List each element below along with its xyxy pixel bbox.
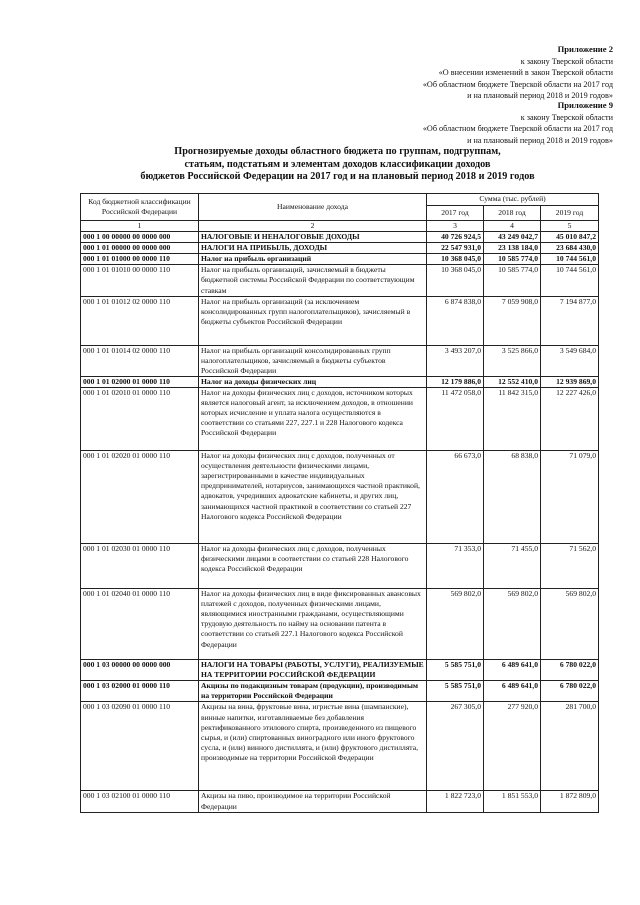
appendix-2-line: «О внесении изменений в закон Тверской области xyxy=(438,68,613,77)
header-year-2019: 2019 год xyxy=(541,206,599,221)
row-value-2019: 10 744 561,0 xyxy=(541,254,599,265)
row-value-2017: 40 726 924,5 xyxy=(427,232,484,243)
row-value-2017: 71 353,0 xyxy=(427,544,484,589)
row-name: Налог на доходы физических лиц с доходов, источником которых является налоговый агент, за исключением доходов, в отношении которых исчисление и уплата налога осуществляются в соответствии со статьями 227, 227.1 и 228 Налогового кодекса Российской Федерации xyxy=(199,388,427,451)
row-value-2017: 3 493 207,0 xyxy=(427,345,484,376)
row-value-2017: 11 472 058,0 xyxy=(427,388,484,451)
row-value-2018: 6 489 641,0 xyxy=(484,681,541,702)
appendix-2-line: «Об областном бюджете Тверской области на 2017 год xyxy=(422,79,613,89)
revenue-table xyxy=(80,193,599,813)
table-row xyxy=(81,451,599,544)
row-value-2017: 569 802,0 xyxy=(427,589,484,660)
row-value-2019: 71 079,0 xyxy=(541,451,599,544)
row-value-2019: 12 939 869,0 xyxy=(541,376,599,387)
appendix-9-line: к закону Тверской области xyxy=(520,112,613,122)
table-row xyxy=(81,376,599,387)
row-value-2017: 267 305,0 xyxy=(427,702,484,791)
row-value-2017: 5 585 751,0 xyxy=(427,660,484,681)
row-name: Акцизы по подакцизным товарам (продукции), производимым на территории Российской Федерации xyxy=(199,681,427,702)
column-number: 4 xyxy=(484,221,541,232)
row-value-2018: 10 585 774,0 xyxy=(484,254,541,265)
table-row xyxy=(81,254,599,265)
row-value-2018: 7 059 908,0 xyxy=(484,296,541,345)
table-row xyxy=(81,345,599,376)
appendix-9-header xyxy=(423,100,613,146)
row-code: 000 1 01 01012 02 0000 110 xyxy=(81,296,199,345)
row-value-2018: 68 838,0 xyxy=(484,451,541,544)
row-name: НАЛОГИ НА ПРИБЫЛЬ, ДОХОДЫ xyxy=(199,243,427,254)
table-row xyxy=(81,265,599,296)
appendix-2-header xyxy=(423,44,613,102)
row-value-2017: 10 368 045,0 xyxy=(427,254,484,265)
row-name: Налог на прибыль организаций, зачисляемый в бюджеты бюджетной системы Российской Федерации по соответствующим ставкам xyxy=(199,265,427,296)
row-value-2017: 12 179 886,0 xyxy=(427,376,484,387)
column-number: 2 xyxy=(199,221,427,232)
row-code: 000 1 01 01010 00 0000 110 xyxy=(81,265,199,296)
row-name: Акцизы на вина, фруктовые вина, игристые вина (шампанские), винные напитки, изготавливаемые без добавления ректификованного этилового спирта, произведенного из пищевого сырья, и (или) спиртованных виноградного или иного фруктового сусла, и (или) винного дистиллята, и (или) фруктового дистиллята, производимые на территории Российской Федерации xyxy=(199,702,427,791)
row-code: 000 1 03 02090 01 0000 110 xyxy=(81,702,199,791)
row-value-2018: 3 525 866,0 xyxy=(484,345,541,376)
row-value-2018: 277 920,0 xyxy=(484,702,541,791)
row-value-2017: 66 673,0 xyxy=(427,451,484,544)
column-number: 3 xyxy=(427,221,484,232)
row-value-2018: 43 249 042,7 xyxy=(484,232,541,243)
title-line: бюджетов Российской Федерации на 2017 год и на плановый период 2018 и 2019 годов xyxy=(140,171,535,183)
header-year-2017: 2017 год xyxy=(427,206,484,221)
table-row xyxy=(81,681,599,702)
table-row xyxy=(81,660,599,681)
row-value-2018: 23 138 184,0 xyxy=(484,243,541,254)
row-value-2018: 569 802,0 xyxy=(484,589,541,660)
table-row xyxy=(81,791,599,812)
appendix-2-title: Приложение 2 xyxy=(557,44,613,54)
row-value-2019: 7 194 877,0 xyxy=(541,296,599,345)
appendix-2-line: и на плановый период 2018 и 2019 годов» xyxy=(467,91,613,100)
row-name: Налог на доходы физических лиц xyxy=(199,376,427,387)
row-value-2017: 22 547 931,0 xyxy=(427,243,484,254)
row-name: Налог на прибыль организаций консолидированных групп налогоплательщиков, зачисляемый в бюджеты субъектов Российской Федерации xyxy=(199,345,427,376)
row-value-2019: 23 684 430,0 xyxy=(541,243,599,254)
row-code: 000 1 01 02000 01 0000 110 xyxy=(81,376,199,387)
header-code: Код бюджетной классификации Российской Федерации xyxy=(81,194,199,221)
row-value-2017: 1 822 723,0 xyxy=(427,791,484,812)
row-value-2018: 1 851 553,0 xyxy=(484,791,541,812)
title-line: Прогнозируемые доходы областного бюджета по группам, подгруппам, xyxy=(174,146,501,157)
document-title xyxy=(100,146,575,184)
row-name: Налог на прибыль организаций xyxy=(199,254,427,265)
row-code: 000 1 00 00000 00 0000 000 xyxy=(81,232,199,243)
row-code: 000 1 03 00000 00 0000 000 xyxy=(81,660,199,681)
table-row xyxy=(81,243,599,254)
row-value-2019: 3 549 684,0 xyxy=(541,345,599,376)
row-value-2019: 6 780 022,0 xyxy=(541,681,599,702)
row-value-2018: 10 585 774,0 xyxy=(484,265,541,296)
row-code: 000 1 03 02100 01 0000 110 xyxy=(81,791,199,812)
table-row xyxy=(81,589,599,660)
table-row xyxy=(81,544,599,589)
table-row xyxy=(81,702,599,791)
table-row xyxy=(81,388,599,451)
row-code: 000 1 01 02030 01 0000 110 xyxy=(81,544,199,589)
row-code: 000 1 01 02040 01 0000 110 xyxy=(81,589,199,660)
title-line: статьям, подстатьям и элементам доходов классификации доходов xyxy=(184,158,491,170)
row-value-2017: 5 585 751,0 xyxy=(427,681,484,702)
row-name: Налог на прибыль организаций (за исключением консолидированных групп налогоплательщиков), зачисляемый в бюджеты субъектов Российской Федерации xyxy=(199,296,427,345)
row-code: 000 1 01 01000 00 0000 110 xyxy=(81,254,199,265)
column-number: 5 xyxy=(541,221,599,232)
row-value-2019: 281 700,0 xyxy=(541,702,599,791)
row-value-2018: 6 489 641,0 xyxy=(484,660,541,681)
row-name: Акцизы на пиво, производимое на территории Российской Федерации xyxy=(199,791,427,812)
row-code: 000 1 01 01014 02 0000 110 xyxy=(81,345,199,376)
header-name: Наименование дохода xyxy=(199,194,427,221)
row-value-2018: 12 552 410,0 xyxy=(484,376,541,387)
row-value-2019: 71 562,0 xyxy=(541,544,599,589)
column-number: 1 xyxy=(81,221,199,232)
row-code: 000 1 01 02010 01 0000 110 xyxy=(81,388,199,451)
row-name: Налог на доходы физических лиц с доходов, полученных от осуществления деятельности физическими лицами, зарегистрированными в качестве индивидуальных предпринимателей, нотариусов, занимающихся частной практикой, адвокатов, учредивших адвокатские кабинеты, и других лиц, занимающихся частной практикой в соответствии со статьей 227 Налогового кодекса Российской Федерации xyxy=(199,451,427,544)
appendix-9-line: и на плановый период 2018 и 2019 годов» xyxy=(467,135,613,145)
table-row xyxy=(81,232,599,243)
row-name: НАЛОГИ НА ТОВАРЫ (РАБОТЫ, УСЛУГИ), РЕАЛИЗУЕМЫЕ НА ТЕРРИТОРИИ РОССИЙСКОЙ ФЕДЕРАЦИИ xyxy=(199,660,427,681)
row-value-2019: 569 802,0 xyxy=(541,589,599,660)
header-year-2018: 2018 год xyxy=(484,206,541,221)
row-value-2019: 6 780 022,0 xyxy=(541,660,599,681)
row-value-2018: 11 842 315,0 xyxy=(484,388,541,451)
row-value-2019: 1 872 809,0 xyxy=(541,791,599,812)
row-name: НАЛОГОВЫЕ И НЕНАЛОГОВЫЕ ДОХОДЫ xyxy=(199,232,427,243)
row-value-2017: 10 368 045,0 xyxy=(427,265,484,296)
row-value-2019: 12 227 426,0 xyxy=(541,388,599,451)
row-value-2019: 45 010 847,2 xyxy=(541,232,599,243)
row-name: Налог на доходы физических лиц с доходов, полученных физическими лицами в соответствии со статьей 228 Налогового кодекса Российской Федерации xyxy=(199,544,427,589)
row-code: 000 1 01 02020 01 0000 110 xyxy=(81,451,199,544)
appendix-9-title: Приложение 9 xyxy=(557,100,613,110)
row-value-2017: 6 874 838,0 xyxy=(427,296,484,345)
row-code: 000 1 03 02000 01 0000 110 xyxy=(81,681,199,702)
appendix-9-line: «Об областном бюджете Тверской области на 2017 год xyxy=(422,124,613,133)
appendix-2-line: к закону Тверской области xyxy=(520,56,613,66)
header-sum: Сумма (тыс. рублей) xyxy=(427,194,599,206)
row-code: 000 1 01 00000 00 0000 000 xyxy=(81,243,199,254)
row-value-2019: 10 744 561,0 xyxy=(541,265,599,296)
row-value-2018: 71 455,0 xyxy=(484,544,541,589)
row-name: Налог на доходы физических лиц в виде фиксированных авансовых платежей с доходов, полученных физическими лицами, являющимися иностранными гражданами, осуществляющими трудовую деятельность по найму на основании патента в соответствии со статьей 227.1 Налогового кодекса Российской Федерации xyxy=(199,589,427,660)
table-row xyxy=(81,296,599,345)
